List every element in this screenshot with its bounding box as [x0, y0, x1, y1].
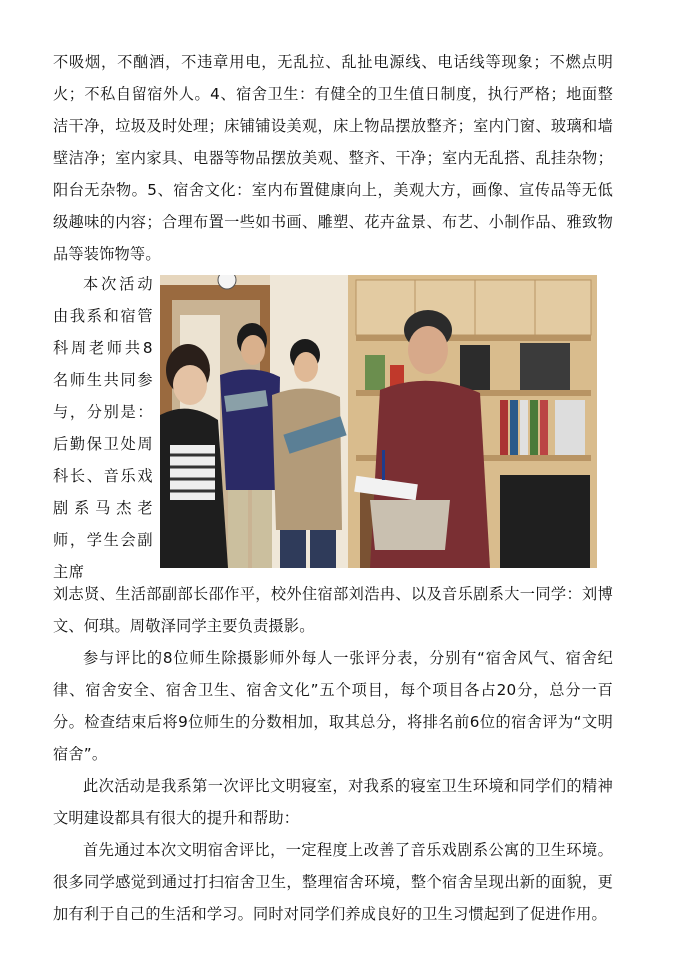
paragraph-significance: 此次活动是我系第一次评比文明寝室，对我系的寝室卫生环境和同学们的精神文明建设都具有很大的提升和帮助：: [53, 777, 613, 827]
paragraph-scoring: 参与评比的8位师生除摄影师外每人一张评分表，分别有“宿舍风气、宿舍纪律、宿舍安全、宿舍卫生、宿舍文化”五个项目，每个项目各占20分，总分一百分。检查结束后将9位师生的分数相加，取其总分，将排名前6位的宿舍评为“文明宿舍”。: [53, 649, 613, 763]
paragraph-participants-rest: 刘志贤、生活部副部长邵作平，校外住宿部刘浩冉、以及音乐剧系大一同学：刘博文、何琪。周敬泽同学主要负责摄影。: [53, 585, 613, 635]
inspection-photo: [160, 275, 597, 568]
photo-illustration: [160, 275, 597, 568]
paragraph-participants-side: 本次活动由我系和宿管科周老师共8名师生共同参与，分别是：后勤保卫处周科长、音乐戏剧系马杰老师，学生会副主席: [53, 275, 153, 581]
paragraph-dorm-rules: 不吸烟，不酗酒，不违章用电，无乱拉、乱扯电源线、电话线等现象；不燃点明火；不私自留宿外人。4、宿舍卫生：有健全的卫生值日制度，执行严格；地面整洁干净，垃圾及时处理；床铺铺设美观，床上物品摆放整齐；室内门窗、玻璃和墙壁洁净；室内家具、电器等物品摆放美观、整齐、干净；室内无乱搭、乱挂杂物；阳台无杂物。5、宿舍文化：室内布置健康向上，美观大方，画像、宣传品等无低级趣味的内容；合理布置一些如书画、雕塑、花卉盆景、布艺、小制作品、雅致物品等装饰物等。: [53, 53, 613, 263]
paragraph-hygiene-improvement: 首先通过本次文明宿舍评比，一定程度上改善了音乐戏剧系公寓的卫生环境。很多同学感觉到通过打扫宿舍卫生，整理宿舍环境，整个宿舍呈现出新的面貌，更加有利于自己的生活和学习。同时对同学们养成良好的卫生习惯起到了促进作用。: [53, 841, 613, 923]
